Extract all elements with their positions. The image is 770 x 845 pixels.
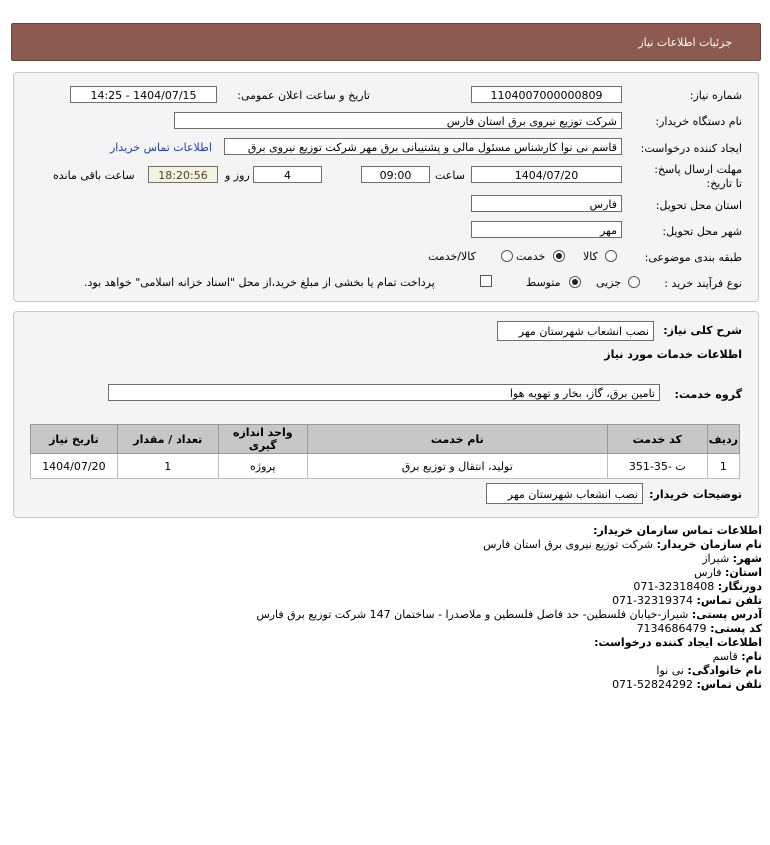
province-label: استان محل تحویل: [655,199,742,212]
days-label: روز و [225,169,250,182]
category-radio-goods[interactable] [605,250,617,262]
service-group-label: گروه خدمت: [674,388,742,401]
process-option-medium: متوسط [526,276,561,289]
creator-first-name: نام: قاسم [712,650,762,663]
contact-fax: دورنگار: 071-32318408 [633,580,762,593]
category-option-goods-service: کالا/خدمت [428,250,476,263]
category-radio-service[interactable] [553,250,565,262]
buyer-description-label: توضیحات خریدار: [649,488,742,501]
col-row: ردیف [707,425,739,454]
need-details-panel [13,311,759,518]
creator-last-name: نام خانوادگی: نی نوا [656,664,762,677]
days-remaining-field: 4 [253,166,322,183]
creator-info-title: اطلاعات ایجاد کننده درخواست: [594,636,762,649]
services-table-header [31,425,740,454]
announce-datetime-label: تاریخ و ساعت اعلان عمومی: [237,89,370,102]
cell-row: 1 [707,454,739,479]
process-option-minor: جزیی [596,276,622,289]
deadline-date-field: 1404/07/20 [471,166,622,183]
services-title: اطلاعات خدمات مورد نیاز [604,348,742,361]
cell-service-code: ت -35-351 [607,454,707,479]
buyer-description-field: نصب انشعاب شهرستان مهر [486,483,643,504]
contact-postal-code: کد پستی: 7134686479 [636,622,762,635]
creator-phone: تلفن تماس: 071-52824292 [612,678,762,691]
province-field: فارس [471,195,622,212]
contact-phone: تلفن تماس: 071-32319374 [612,594,762,607]
page-header [11,23,761,61]
contact-province: استان: فارس [694,566,762,579]
category-radio-goods-service[interactable] [501,250,513,262]
page-title: جزئیات اطلاعات نیاز [638,36,732,49]
category-option-goods: کالا [583,250,598,263]
cell-quantity: 1 [117,454,218,479]
col-quantity: تعداد / مقدار [117,425,218,454]
cell-service-name: تولید، انتقال و توزیع برق [307,454,607,479]
deadline-time-field: 09:00 [361,166,430,183]
need-number-label: شماره نیاز: [689,89,742,102]
col-unit: واحد اندازه گیری [218,425,307,454]
remaining-time-field: 18:20:56 [148,166,218,183]
buyer-org-field: شرکت توزیع نیروی برق استان فارس [174,112,622,129]
deadline-label: مهلت ارسال پاسخ: تا تاریخ: [654,163,742,190]
table-row [31,454,740,479]
creator-label: ایجاد کننده درخواست: [640,142,742,155]
service-group-field: تامین برق، گاز، بخار و تهویه هوا [108,384,660,401]
contact-city: شهر: شیراز [702,552,762,565]
category-label: طبقه بندی موضوعی: [644,251,742,264]
need-number-field: 1104007000000809 [471,86,622,103]
col-need-date: تاریخ نیاز [31,425,118,454]
need-info-panel [13,72,759,302]
announce-datetime-field: 1404/07/15 - 14:25 [70,86,217,103]
contact-org-name: نام سازمان خریدار: شرکت توزیع نیروی برق استان فارس [482,538,762,551]
summary-field: نصب انشعاب شهرستان مهر [497,321,654,341]
category-option-service: خدمت [516,250,546,263]
cell-need-date: 1404/07/20 [31,454,118,479]
col-service-name: نام خدمت [307,425,607,454]
treasury-payment-text: پرداخت تمام یا بخشی از مبلغ خرید،از محل "اسناد خزانه اسلامی" خواهد بود. [84,276,435,289]
process-radio-medium[interactable] [569,276,581,288]
city-label: شهر محل تحویل: [662,225,742,238]
col-service-code: کد خدمت [607,425,707,454]
summary-label: شرح کلی نیاز: [663,324,742,337]
creator-field: قاسم نی نوا کارشناس مسئول مالی و پشتیبانی برق مهر شرکت توزیع نیروی برق [224,138,622,155]
process-radio-minor[interactable] [628,276,640,288]
process-label: نوع فرآیند خرید : [664,277,742,290]
cell-unit: پروژه [218,454,307,479]
remaining-time-label: ساعت باقی مانده [53,169,135,182]
services-table [30,424,740,479]
contact-address: آدرس پستی: شیراز-خیابان فلسطین- حد فاصل فلسطین و ملاصدرا - ساختمان 147 شرکت توزیع برق فارس [256,608,762,621]
deadline-time-label: ساعت [435,169,465,182]
contact-org-title: اطلاعات تماس سازمان خریدار: [593,524,762,537]
city-field: مهر [471,221,622,238]
buyer-org-label: نام دستگاه خریدار: [655,115,742,128]
treasury-payment-checkbox[interactable] [480,275,492,287]
buyer-contact-link[interactable]: اطلاعات تماس خریدار [110,141,212,154]
